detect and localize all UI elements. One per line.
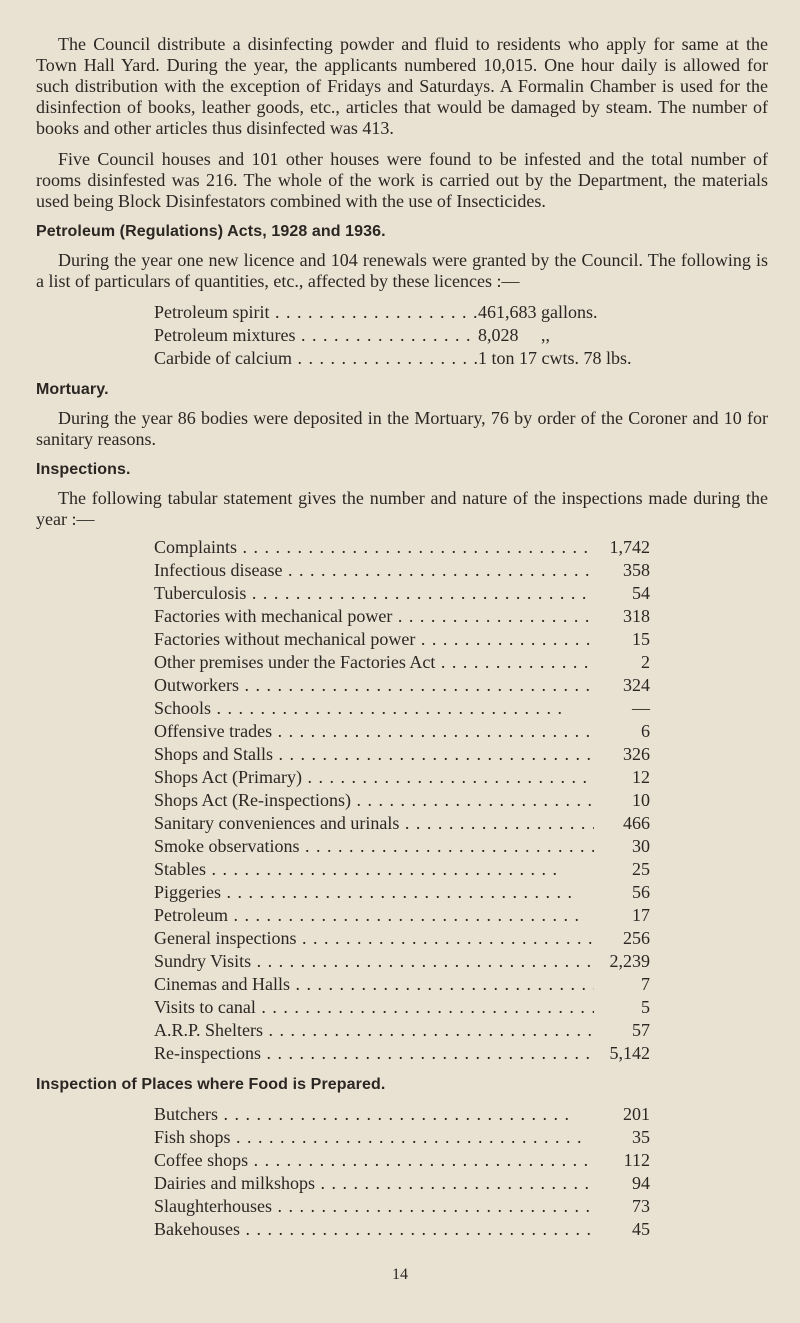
row-value: 17	[632, 905, 650, 925]
row-label: Stables . . .	[154, 858, 594, 881]
heading-inspections: Inspections.	[36, 461, 131, 478]
table-row	[36, 881, 768, 904]
row-label: Fish shops . . .	[154, 1126, 594, 1149]
licence-value: 8,028 ,,	[478, 325, 550, 345]
row-value: 30	[632, 836, 650, 856]
row-label: Shops and Stalls . . .	[154, 743, 594, 766]
row-label: Smoke observations . . .	[154, 835, 594, 858]
row-value: 1,742	[609, 537, 650, 557]
table-row	[36, 973, 768, 996]
row-label: A.R.P. Shelters . . .	[154, 1019, 594, 1042]
row-value: 45	[632, 1219, 650, 1239]
table-row	[36, 628, 768, 651]
table-row	[36, 789, 768, 812]
paragraph-inspections: The following tabular statement gives the number and nature of the inspections made during the year :—	[36, 488, 768, 529]
row-value: 10	[632, 790, 650, 810]
row-label: Outworkers . . .	[154, 674, 594, 697]
row-label: Petroleum . . .	[154, 904, 594, 927]
table-row	[36, 927, 768, 950]
row-value: 54	[632, 583, 650, 603]
table-row	[36, 904, 768, 927]
table-row	[36, 766, 768, 789]
table-row	[36, 720, 768, 743]
row-label: Shops Act (Re-inspections) . . .	[154, 789, 594, 812]
row-value: 94	[632, 1173, 650, 1193]
licence-row	[36, 301, 768, 324]
licence-label: Carbide of calcium . . .	[154, 347, 478, 370]
row-label: Tuberculosis . . .	[154, 582, 594, 605]
licence-value: 461,683 gallons.	[478, 302, 598, 322]
table-row	[36, 651, 768, 674]
row-label: Sanitary conveniences and urinals . . .	[154, 812, 594, 835]
row-label: Dairies and milkshops . . .	[154, 1172, 594, 1195]
row-value: 326	[623, 744, 650, 764]
inspections-table	[36, 536, 768, 1065]
row-value: 7	[641, 974, 650, 994]
paragraph-mortuary: During the year 86 bodies were deposited in the Mortuary, 76 by order of the Coroner and 10 for sanitary reasons.	[36, 408, 768, 449]
table-row	[36, 1103, 768, 1126]
table-row	[36, 605, 768, 628]
row-value: 73	[632, 1196, 650, 1216]
licence-list	[36, 301, 768, 370]
table-row	[36, 697, 768, 720]
licence-value: 1 ton 17 cwts. 78 lbs.	[478, 348, 632, 368]
heading-petroleum: Petroleum (Regulations) Acts, 1928 and 1936.	[36, 223, 386, 240]
row-value: 35	[632, 1127, 650, 1147]
row-label: Other premises under the Factories Act . . .	[154, 651, 594, 674]
row-label: Sundry Visits . . .	[154, 950, 594, 973]
row-label: General inspections . . .	[154, 927, 594, 950]
row-label: Factories without mechanical power . . .	[154, 628, 594, 651]
licence-row	[36, 347, 768, 370]
licence-label: Petroleum spirit . . .	[154, 301, 478, 324]
table-row	[36, 1172, 768, 1195]
food-premises-table	[36, 1103, 768, 1241]
row-label: Infectious disease . . .	[154, 559, 594, 582]
page-number: 14	[392, 1266, 408, 1283]
heading-food-premises: Inspection of Places where Food is Prepared.	[36, 1076, 386, 1093]
row-value: 318	[623, 606, 650, 626]
row-value: 25	[632, 859, 650, 879]
row-value: —	[632, 698, 650, 718]
row-label: Visits to canal . . .	[154, 996, 594, 1019]
licence-row	[36, 324, 768, 347]
paragraph-disinfestation: Five Council houses and 101 other houses were found to be infested and the total number of rooms disinfested was 216. The whole of the work is carried out by the Department, the materials used being Block Disinfestators combined with the use of Insecticides.	[36, 149, 768, 211]
row-label: Butchers . . .	[154, 1103, 594, 1126]
row-value: 2	[641, 652, 650, 672]
row-label: Offensive trades . . .	[154, 720, 594, 743]
row-label: Complaints . . .	[154, 536, 594, 559]
row-label: Factories with mechanical power . . .	[154, 605, 594, 628]
table-row	[36, 743, 768, 766]
row-label: Cinemas and Halls . . .	[154, 973, 594, 996]
row-value: 56	[632, 882, 650, 902]
table-row	[36, 1149, 768, 1172]
table-row	[36, 582, 768, 605]
paragraph-disinfecting-powder: The Council distribute a disinfecting powder and fluid to residents who apply for same at the Town Hall Yard. During the year, the applicants numbered 10,015. One hour daily is allowed for such distribution with the exception of Fridays and Saturdays. A Formalin Chamber is used for the disinfection of books, leather goods, etc., articles that would be damaged by steam. The number of books and other articles thus disinfected was 413.	[36, 34, 768, 138]
row-value: 358	[623, 560, 650, 580]
row-value: 256	[623, 928, 650, 948]
row-label: Schools . . .	[154, 697, 594, 720]
table-row	[36, 674, 768, 697]
table-row	[36, 996, 768, 1019]
row-value: 5	[641, 997, 650, 1017]
row-label: Bakehouses . . .	[154, 1218, 594, 1241]
table-row	[36, 835, 768, 858]
table-row	[36, 536, 768, 559]
table-row	[36, 1042, 768, 1065]
table-row	[36, 1126, 768, 1149]
table-row	[36, 1195, 768, 1218]
table-row	[36, 559, 768, 582]
row-value: 466	[623, 813, 650, 833]
row-value: 201	[623, 1104, 650, 1124]
row-label: Slaughterhouses . . .	[154, 1195, 594, 1218]
paragraph-petroleum: During the year one new licence and 104 renewals were granted by the Council. The following is a list of particulars of quantities, etc., affected by these licences :—	[36, 250, 768, 291]
row-value: 112	[623, 1150, 650, 1170]
row-value: 15	[632, 629, 650, 649]
table-row	[36, 950, 768, 973]
row-value: 12	[632, 767, 650, 787]
table-row	[36, 812, 768, 835]
row-value: 324	[623, 675, 650, 695]
row-value: 57	[632, 1020, 650, 1040]
row-value: 5,142	[609, 1043, 650, 1063]
row-label: Re-inspections . . .	[154, 1042, 594, 1065]
table-row	[36, 858, 768, 881]
row-value: 6	[641, 721, 650, 741]
table-row	[36, 1019, 768, 1042]
row-label: Piggeries . . .	[154, 881, 594, 904]
table-row	[36, 1218, 768, 1241]
heading-mortuary: Mortuary.	[36, 381, 109, 398]
row-label: Coffee shops . . .	[154, 1149, 594, 1172]
row-value: 2,239	[609, 951, 650, 971]
row-label: Shops Act (Primary) . . .	[154, 766, 594, 789]
licence-label: Petroleum mixtures . . .	[154, 324, 478, 347]
